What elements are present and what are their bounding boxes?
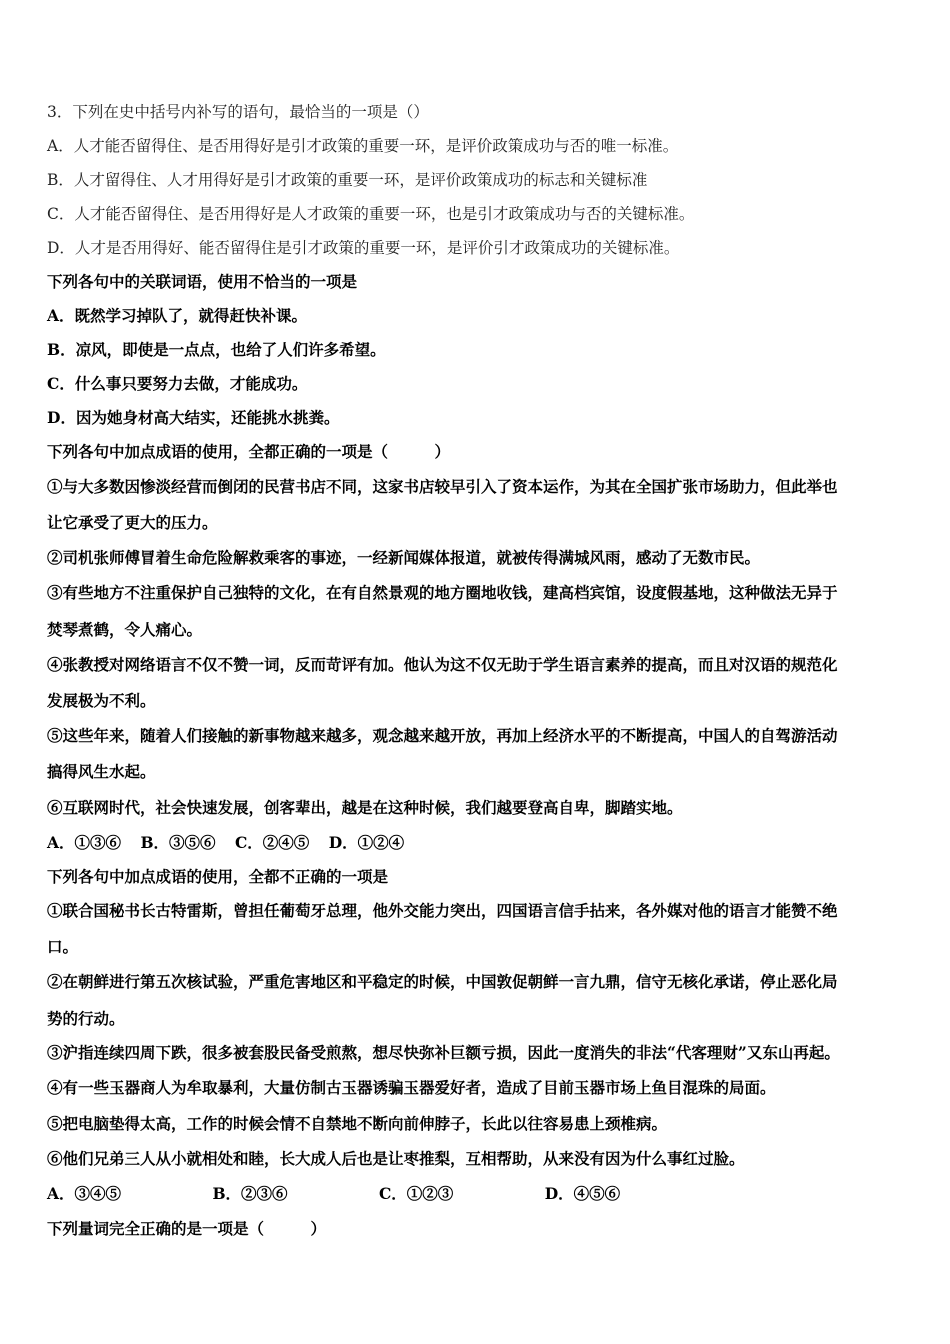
q7-stem: 下列量词完全正确的是一项是（ ） (47, 1219, 327, 1238)
q4-stem: 下列各句中的关联词语，使用不恰当的一项是 (47, 272, 358, 291)
q5-option-c: C．②④⑤ (234, 833, 310, 852)
q4-option-c: C．什么事只要努力去做，才能成功。 (47, 374, 308, 393)
q6-line: 势的行动。 (47, 1009, 125, 1028)
q6-option-a: A．③④⑤ (47, 1184, 122, 1203)
q6-line: 口。 (47, 937, 79, 956)
q5-options (47, 832, 404, 854)
q4-option-b: B．凉风，即使是一点点，也给了人们许多希望。 (47, 340, 386, 359)
q5-option-d: D．①②④ (328, 833, 405, 852)
q6-option-d: D．④⑤⑥ (544, 1184, 621, 1203)
q6-option-c: C．①②③ (378, 1184, 454, 1203)
q5-option-b: B．③⑤⑥ (140, 833, 216, 852)
q4-option-d: D．因为她身材高大结实，还能挑水挑粪。 (47, 408, 340, 427)
q3-stem: 3．下列在史中括号内补写的语句，最恰当的一项是（） (47, 103, 429, 121)
q5-line: ③有些地方不注重保护自己独特的文化，在有自然景观的地方圈地收钱，建高档宾馆，设度假基地，这种做法无异于 (47, 583, 838, 602)
q6-option-b: B．②③⑥ (212, 1184, 288, 1203)
q3-option-d: D．人才是否用得好、能否留得住是引才政策的重要一环，是评价引才政策成功的关键标准。 (47, 239, 680, 257)
q5-line: 发展极为不利。 (47, 691, 156, 710)
q5-option-a: A．①③⑥ (47, 833, 122, 852)
q6-line: ④有一些玉器商人为牟取暴利，大量仿制古玉器诱骗玉器爱好者，造成了目前玉器市场上鱼目混珠的局面。 (47, 1078, 776, 1097)
q6-line: ①联合国秘书长古特雷斯，曾担任葡萄牙总理，他外交能力突出，四国语言信手拈来，各外媒对他的语言才能赞不绝 (47, 901, 838, 920)
q5-line: ④张教授对网络语言不仅不赞一词，反而苛评有加。他认为这不仅无助于学生语言素养的提高，而且对汉语的规范化 (47, 655, 838, 674)
q5-line: 让它承受了更大的压力。 (47, 513, 218, 532)
q5-stem: 下列各句中加点成语的使用，全都正确的一项是（ ） (47, 442, 451, 461)
q5-line: ①与大多数因惨淡经营而倒闭的民营书店不同，这家书店较早引入了资本运作，为其在全国扩张市场助力，但此举也 (47, 477, 838, 496)
q4-option-a: A．既然学习掉队了，就得赶快补课。 (47, 306, 308, 325)
q6-stem: 下列各句中加点成语的使用，全都不正确的一项是 (47, 867, 389, 886)
q5-line: 搞得风生水起。 (47, 762, 156, 781)
q5-line: ⑥互联网时代，社会快速发展，创客辈出，越是在这种时候，我们越要登高自卑，脚踏实地。 (47, 798, 683, 817)
q3-option-b: B．人才留得住、人才用得好是引才政策的重要一环，是评价政策成功的标志和关键标准 (47, 171, 648, 189)
q6-line: ⑥他们兄弟三人从小就相处和睦，长大成人后也是让枣推梨，互相帮助，从来没有因为什么事红过脸。 (47, 1149, 745, 1168)
q3-option-c: C．人才能否留得住、是否用得好是人才政策的重要一环，也是引才政策成功与否的关键标准。 (47, 205, 695, 223)
q5-line: ⑤这些年来，随着人们接触的新事物越来越多，观念越来越开放，再加上经济水平的不断提高，中国人的自驾游活动 (47, 726, 838, 745)
q5-line: 焚琴煮鹤，令人痛心。 (47, 620, 203, 639)
q6-line: ②在朝鲜进行第五次核试验，严重危害地区和平稳定的时候，中国敦促朝鲜一言九鼎，信守无核化承诺，停止恶化局 (47, 972, 838, 991)
q6-line: ⑤把电脑垫得太高，工作的时候会情不自禁地不断向前伸脖子，长此以往容易患上颈椎病。 (47, 1114, 668, 1133)
q3-option-a: A．人才能否留得住、是否用得好是引才政策的重要一环，是评价政策成功与否的唯一标准。 (47, 137, 679, 155)
q5-line: ②司机张师傅冒着生命危险解救乘客的事迹，一经新闻媒体报道，就被传得满城风雨，感动了无数市民。 (47, 548, 761, 567)
q6-line: ③沪指连续四周下跌，很多被套股民备受煎熬，想尽快弥补巨额亏损，因此一度消失的非法“代客理财”又东山再起。 (47, 1043, 840, 1062)
q6-options (47, 1183, 620, 1205)
